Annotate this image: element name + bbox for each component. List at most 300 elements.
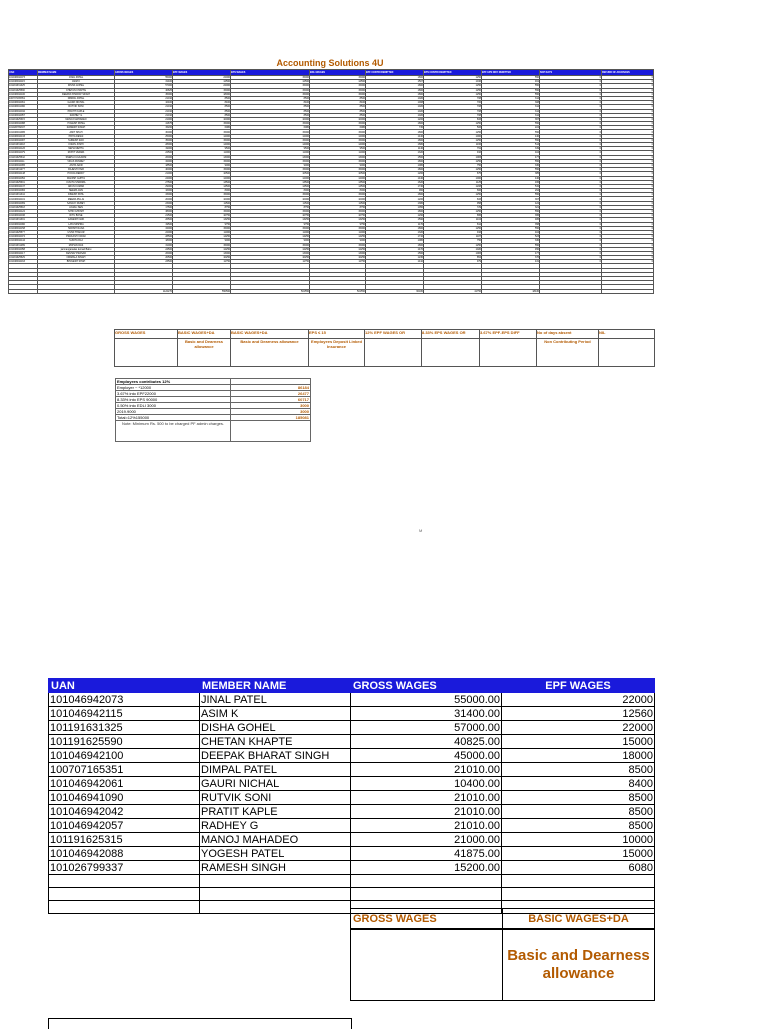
mini-cell: 15000 [231,92,310,96]
mini-label-desc: Employees Deposit Linked Insurance [309,339,365,367]
mini-cell: 101046942073 [9,76,38,80]
mini-cell: 101046942158 [9,226,38,230]
mini-cell: 9500 [231,147,310,151]
member-name-cell: JINAL PATEL [200,693,351,707]
mini-cell: 12560 [231,80,310,84]
mini-cell: 101046942100 [9,92,38,96]
mini-cell: 1800 [366,122,424,126]
mini-cell: 15000 [231,138,310,142]
mini-cell: 875 [424,172,482,176]
mini-cell: VIKAS PANDEY [38,159,115,163]
mini-cell: 15000 [231,76,310,80]
mini-cell: 0 [540,159,602,163]
contrib-label: 8.33% into EPS 90000 [116,397,231,403]
mini-cell: 1000 [424,176,482,180]
mini-cell: 101046941090 [9,105,38,109]
mini-cell: 29000 [115,184,173,188]
mini-cell: 26000 [115,155,173,159]
table-row [49,847,655,861]
mini-cell: 14000 [310,143,366,147]
mini-label-desc: Basic and Dearness allowance [178,339,231,367]
mini-cell: 8500 [173,109,231,113]
mini-cell: 8000 [231,189,310,193]
mini-cell: 15000 [173,88,231,92]
mini-cell: 21500 [115,214,173,218]
mini-cell: 101191625577 [9,230,38,234]
mini-cell: DIMPAL PATEL [38,96,115,100]
mini-cell: 0 [540,197,602,201]
mini-cell: 14500 [231,184,310,188]
mini-cell: 57000 [115,84,173,88]
mini-cell: 1250 [424,138,482,142]
mini-cell: 15000 [231,168,310,172]
contrib-label: Total=12%155000 [116,415,231,421]
mini-cell: 10000 [173,117,231,121]
mini-cell: 0 [602,113,654,117]
mini-cell: 15000 [310,84,366,88]
mini-cell: 0 [602,201,654,205]
mini-cell: 0 [602,101,654,105]
mini-cell: 895 [424,214,482,218]
member-name-cell: MANOJ MAHADEO [200,833,351,847]
mini-cell: 101046942144 [9,239,38,243]
mini-cell: 10250 [173,256,231,260]
gross-wages-cell: 10400.00 [351,777,502,791]
mini-cell: 550 [482,159,540,163]
mini-cell: 101046942058 [9,247,38,251]
mini-cell: 0 [602,76,654,80]
mini-cell: 10000 [231,117,310,121]
mini-cell: 101046942065 [9,163,38,167]
mini-col-header: EPF CONTRI REMITTED [366,70,424,76]
mini-label-header: BASIC WAGES+DA [178,330,231,339]
mini-cell: 395 [482,214,540,218]
mini-cell: 0 [602,260,654,264]
mini-cell: 15000 [231,130,310,134]
mini-label-header: 12% EPF WAGES OR [365,330,422,339]
contrib-value: 185081 [231,415,311,421]
mini-cell: 0 [540,193,602,197]
mini-cell: 330 [482,163,540,167]
mini-cell: 1507 [366,80,424,84]
mini-cell: 791 [424,147,482,151]
mini-cell: USHA THAKUR [38,230,115,234]
mini-cell: 101046942074 [9,235,38,239]
mini-cell: 9000 [310,163,366,167]
mini-cell: 101046942126 [9,147,38,151]
wage-definitions-thumbnail [114,329,655,367]
mini-cell: 312 [482,109,540,113]
mini-cell: 550 [482,243,540,247]
mini-cell: 0 [540,109,602,113]
mini-total-cell: 550560 [173,289,231,293]
mini-cell: 12560 [173,80,231,84]
contrib-title: Employees contributes 12% [116,379,231,385]
mini-cell: 101191631289 [9,243,38,247]
mini-cell: 101191625315 [9,117,38,121]
mini-label-header: NIL [599,330,655,339]
mini-cell: 0 [602,151,654,155]
mini-cell: 34000 [115,226,173,230]
mini-cell: 21000 [115,172,173,176]
mini-cell: 0 [602,247,654,251]
mini-cell: 0 [540,134,602,138]
mini-cell: 11000 [310,151,366,155]
mini-cell: 1050 [366,205,424,209]
epf-wages-cell: 15000 [502,735,655,749]
mini-cell: ARUN KUMAR [38,184,115,188]
mini-cell: 101191625601 [9,180,38,184]
table-row [49,777,655,791]
mini-total-cell: 501550 [231,289,310,293]
mini-cell: 0 [602,256,654,260]
uan-cell: 100707165351 [49,763,200,777]
uan-cell: 101046942061 [49,777,200,791]
mini-cell: ROHIT VERMA [38,151,115,155]
mini-cell: 0 [540,92,602,96]
member-name-cell: PRATIT KAPLE [200,805,351,819]
mini-cell: 1080 [366,239,424,243]
mini-cell: 0 [602,172,654,176]
mini-cell: 13000 [310,155,366,159]
sheet-title: Accounting Solutions 4U [276,58,384,68]
mini-cell: 15000 [310,138,366,142]
mini-cell: 101046942052 [9,176,38,180]
mini-cell: 11000 [173,151,231,155]
mini-cell: 26000 [115,251,173,255]
mini-cell: 1800 [366,210,424,214]
mini-cell: 28500 [115,235,173,239]
mini-cell: 9000 [173,163,231,167]
mini-cell: 13500 [310,180,366,184]
mini-cell: 0 [540,210,602,214]
mini-cell: 15000 [310,193,366,197]
mini-cell: 9500 [310,147,366,151]
contrib-note: Note: Minimum Rs. 500 to be charged PF admin charges. [116,421,231,442]
mini-cell: 1800 [366,130,424,134]
mini-cell: 1250 [424,84,482,88]
member-name-cell: DEEPAK BHARAT SINGH [200,749,351,763]
mini-cell: 0 [602,88,654,92]
mini-cell: 13000 [231,251,310,255]
mini-cell: 1230 [366,256,424,260]
mini-cell: 8750 [231,205,310,209]
table-row [49,735,655,749]
epf-wages-cell: 8500 [502,819,655,833]
mini-cell: 18000 [115,239,173,243]
mini-cell: 1800 [366,138,424,142]
mini-cell: 0 [602,226,654,230]
mini-cell: 8500 [310,105,366,109]
mini-cell: 15000 [231,84,310,88]
mini-cell: 15000 [310,92,366,96]
table-row [49,693,655,707]
uan-cell: 101046942115 [49,707,200,721]
mini-cell: 916 [424,151,482,155]
mini-cell: 15000 [231,243,310,247]
mini-cell: 24000 [115,176,173,180]
mini-cell: POOJA REDDY [38,172,115,176]
mini-cell: RADHEY G [38,113,115,117]
mini-cell: 0 [602,193,654,197]
mini-cell: SUNITA RAJ [38,239,115,243]
mini-cell: 550 [482,168,540,172]
mini-cell: 0 [602,189,654,193]
mini-cell: 15000 [231,122,310,126]
contrib-label: 2019.9000 [116,409,231,415]
mini-cell: 20000 [115,197,173,201]
empty-cell [351,875,502,888]
mini-cell: 0 [540,76,602,80]
mini-cell: 0 [540,122,602,126]
mini-cell: 833 [424,117,482,121]
mini-cell: 550 [482,138,540,142]
mini-cell: 0 [540,117,602,121]
mini-cell: 15000 [310,76,366,80]
mini-cell: 19000 [115,147,173,151]
empty-cell [200,901,351,914]
mini-cell: 1125 [424,180,482,184]
mini-cell: 0 [602,159,654,163]
mini-cell: 12000 [310,134,366,138]
mini-totals-row [9,289,654,293]
mini-cell: 1080 [366,163,424,167]
mini-col-header: EPF WAGES [173,70,231,76]
mini-cell: 101046942137 [9,184,38,188]
mini-cell: 0 [602,239,654,243]
mini-cell: 1320 [366,230,424,234]
mini-total-cell: 18430 [482,289,540,293]
mini-cell: 0 [540,147,602,151]
mini-cell: 15000 [310,159,366,163]
mini-cell: 10400 [115,101,173,105]
epf-wages-cell: 18000 [502,749,655,763]
mini-cell: 450 [482,247,540,251]
mini-col-header: EPF EPS DIFF REMITTED [482,70,540,76]
mini-cell: 101046942090 [9,222,38,226]
mini-cell: 19500 [115,222,173,226]
mini-cell: 6080 [310,126,366,130]
mini-cell: 9000 [231,163,310,167]
mini-cell: 15000 [173,243,231,247]
mini-cell: 11750 [310,260,366,264]
mini-cell: SNEHA KULKARNI [38,155,115,159]
mini-cell: 330 [482,239,540,243]
mini-label-desc [365,339,422,367]
mini-cell: 0 [602,134,654,138]
mini-cell: 10750 [310,214,366,218]
mini-cell: 0 [602,210,654,214]
mini-cell: GANESH NAIK [38,218,115,222]
mini-cell: 1250 [424,76,482,80]
mini-cell: 0 [602,84,654,88]
mini-cell: 13500 [231,180,310,184]
mini-cell: 312 [482,113,540,117]
mini-cell: 9750 [231,222,310,226]
member-name-cell: CHETAN KHAPTE [200,735,351,749]
mini-cell: 22000 [115,230,173,234]
mini-cell: 8400 [310,101,366,105]
mini-label-desc: Non Contributing Period [537,339,599,367]
mini-cell: 10000 [310,117,366,121]
mini-cell: 15000 [310,243,366,247]
mini-cell: 0 [602,214,654,218]
mini-cell: 1250 [424,88,482,92]
mini-cell: 8400 [231,101,310,105]
mini-cell: 41875 [115,122,173,126]
mini-cell: 8500 [173,105,231,109]
mini-cell: 1200 [366,197,424,201]
mini-cell: 224 [482,126,540,130]
mini-cell: 13250 [173,218,231,222]
mini-cell: 101191631277 [9,168,38,172]
gross-wages-cell: 57000.00 [351,721,502,735]
mini-cell: JINAL PATEL [38,76,115,80]
mini-total-cell [602,289,654,293]
mini-cell: KAVITA SHARMA [38,180,115,184]
table-row [49,791,655,805]
mini-cell: 14250 [231,235,310,239]
member-wage-table [48,678,655,914]
mini-cell: 0 [602,197,654,201]
mini-col-header: EPS WAGES [231,70,310,76]
member-name-cell: DIMPAL PATEL [200,763,351,777]
contrib-value: 3000 [231,403,311,409]
empty-cell [200,888,351,901]
mini-cell: 854 [424,256,482,260]
mini-cell: 101046942148 [9,172,38,176]
basic-wages-label: BASIC WAGES+DA [503,909,655,930]
mini-cell: 0 [602,243,654,247]
mini-cell: 14250 [173,235,231,239]
mini-cell: SURESH RAO [38,138,115,142]
mini-cell: 15000 [231,226,310,230]
epf-wages-cell: 22000 [502,721,655,735]
mini-cell: 9000 [173,239,231,243]
mini-cell: HARISH RANA [38,226,115,230]
mini-cell: 101191631018 [9,143,38,147]
mini-cell: 1208 [424,184,482,188]
mini-cell: 729 [424,205,482,209]
mini-cell: 1800 [366,226,424,230]
mini-cell: 101191625590 [9,88,38,92]
mini-cell: 0 [602,230,654,234]
contrib-value: 26477 [231,391,311,397]
mini-cell: 32000 [115,159,173,163]
mini-cell: 1170 [366,222,424,226]
mini-cell: 22000 [173,76,231,80]
mini-cell: 18000 [173,92,231,96]
mini-cell: 495 [482,180,540,184]
mini-cell: 0 [540,251,602,255]
mini-cell: 33000 [115,193,173,197]
mini-cell: 12000 [231,134,310,138]
empty-cell [351,888,502,901]
mini-cell: 367 [482,117,540,121]
mini-cell: 0 [540,230,602,234]
contrib-value: 86184 [231,385,311,391]
epf-wages-cell: 12560 [502,707,655,721]
mini-cell: 101046942057 [9,113,38,117]
epf-wages-cell: 8500 [502,763,655,777]
wage-definitions-table [350,908,655,1001]
mini-cell: 1020 [366,96,424,100]
mini-cell: 1020 [366,109,424,113]
mini-cell: 15000 [173,122,231,126]
mini-cell: 0 [540,138,602,142]
mini-cell: 0 [602,109,654,113]
empty-cell [502,888,655,901]
mini-label-header: BASIC WAGES+DA [231,330,309,339]
mini-cell: 0 [602,92,654,96]
mini-cell: 14500 [310,184,366,188]
mini-label-header: 8.33% EPS WAGES OR [422,330,480,339]
mini-cell: 1800 [366,168,424,172]
mini-cell: 0 [602,96,654,100]
mini-cell: 960 [366,189,424,193]
mini-cell: 13250 [231,218,310,222]
mini-cell: 12000 [231,176,310,180]
mini-cell: 0 [602,105,654,109]
mini-cell: 0 [540,180,602,184]
mini-cell: 708 [424,105,482,109]
gross-wages-cell: 40825.00 [351,735,502,749]
uan-cell: 101046941090 [49,791,200,805]
epf-wages-cell: 8500 [502,805,655,819]
mini-cell: 1000 [424,134,482,138]
mini-cell: 514 [482,143,540,147]
mini-cell: 1740 [366,184,424,188]
mini-cell: 10500 [173,172,231,176]
mini-cell: 1083 [424,155,482,159]
mini-cell: 15000 [231,210,310,214]
mini-cell: 1250 [424,210,482,214]
mini-cell: 12250 [173,247,231,251]
mini-cell: 8500 [231,113,310,117]
mini-col-header: MEMBER NAME [38,70,115,76]
mini-cell: 8750 [310,205,366,209]
mini-cell: 0 [540,243,602,247]
mini-cell: 700 [424,101,482,105]
mini-cell: 1250 [424,243,482,247]
mini-cell: 1800 [366,84,424,88]
mini-cell: 101046942061 [9,101,38,105]
mini-cell: 101046942046 [9,214,38,218]
mini-cell: 1250 [424,159,482,163]
mini-col-header: GROSS WAGES [115,70,173,76]
mini-cell: 25000 [115,134,173,138]
mini-cell: 8500 [231,105,310,109]
mini-cell: NITIN GHOSH [38,210,115,214]
mini-cell: 0 [540,105,602,109]
mini-cell: 1440 [366,176,424,180]
mini-cell: CHETAN KHAPTE [38,88,115,92]
mini-cell: 0 [540,226,602,230]
mini-cell: 101046941995 [9,130,38,134]
empty-cell [502,875,655,888]
table-row [49,819,655,833]
mini-cell: 1020 [366,113,424,117]
mini-cell: 708 [424,113,482,117]
mini-cell: 1008 [366,101,424,105]
mini-cell: 8500 [310,109,366,113]
mini-cell: YOGESH PATEL [38,122,115,126]
mini-cell: 101046942133 [9,134,38,138]
member-name-cell: RAMESH SINGH [200,861,351,875]
mini-cell: 15000 [310,88,366,92]
mini-cell: 0 [540,143,602,147]
mini-cell: 1166 [424,143,482,147]
